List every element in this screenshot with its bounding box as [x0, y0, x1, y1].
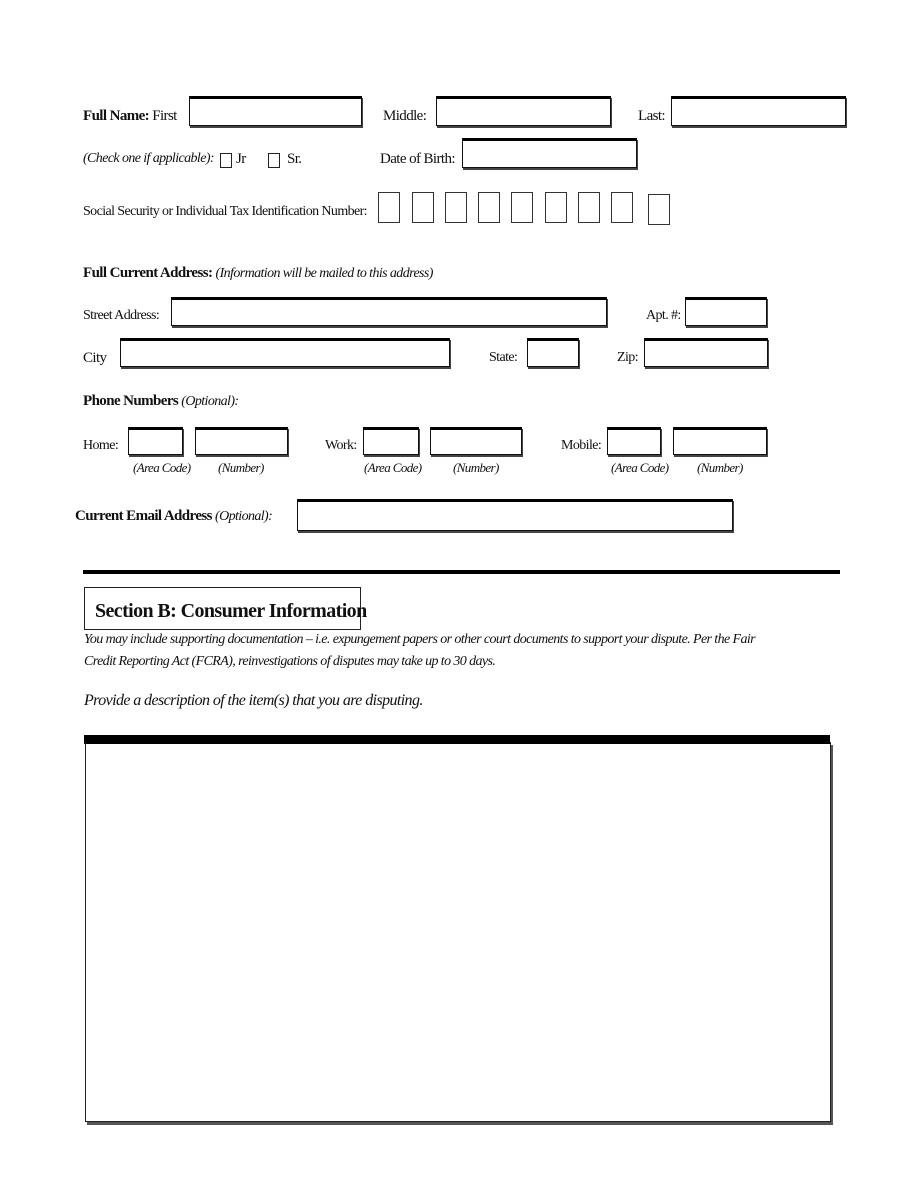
- middle-name-input[interactable]: [436, 96, 611, 126]
- mobile-area-code-input[interactable]: [607, 427, 661, 455]
- phone-heading: [83, 394, 238, 409]
- email-label-text: Current Email Address: [75, 508, 212, 524]
- section-b-paragraph-line1: You may include supporting documentation – i.e. expungement papers or other court documents to support your dispute. Per the Fair: [84, 632, 755, 647]
- zip-input[interactable]: [644, 338, 768, 367]
- email-input[interactable]: [297, 499, 733, 531]
- dob-input[interactable]: [462, 138, 637, 168]
- address-note: (Information will be mailed to this address): [215, 266, 433, 281]
- work-area-code-input[interactable]: [363, 427, 419, 455]
- ssn-digit-box[interactable]: [648, 194, 670, 225]
- email-optional: (Optional):: [215, 509, 273, 524]
- section-divider: [83, 570, 840, 574]
- ssn-digit-box[interactable]: [412, 192, 434, 223]
- phone-optional: (Optional):: [181, 394, 239, 409]
- home-number-caption: (Number): [218, 460, 264, 475]
- mobile-label: Mobile:: [561, 438, 602, 453]
- section-b-title: Section B: Consumer Information: [95, 600, 367, 622]
- ssn-digit-box[interactable]: [611, 192, 633, 223]
- ssn-digit-box[interactable]: [578, 192, 600, 223]
- section-b-paragraph-line2: Credit Reporting Act (FCRA), reinvestigations of disputes may take up to 30 days.: [84, 654, 496, 669]
- mobile-area-code-caption: (Area Code): [611, 460, 669, 475]
- section-b-header-box: [84, 587, 367, 630]
- work-number-caption: (Number): [453, 460, 499, 475]
- middle-name-label: Middle:: [383, 108, 427, 124]
- home-number-input[interactable]: [195, 427, 288, 455]
- email-label: [75, 509, 272, 524]
- street-input[interactable]: [171, 297, 607, 326]
- work-number-input[interactable]: [430, 427, 522, 455]
- ssn-digit-box[interactable]: [478, 192, 500, 223]
- last-name-input[interactable]: [671, 96, 846, 126]
- apt-label: Apt. #:: [646, 308, 681, 323]
- ssn-digit-box[interactable]: [545, 192, 567, 223]
- street-label: Street Address:: [83, 308, 160, 323]
- city-label: City: [83, 350, 107, 366]
- apt-input[interactable]: [685, 297, 767, 326]
- suffix-label: (Check one if applicable):: [83, 151, 214, 166]
- dispute-description-textarea[interactable]: [85, 742, 831, 1122]
- address-heading-label: Full Current Address:: [83, 265, 213, 281]
- sr-checkbox[interactable]: [268, 153, 280, 168]
- work-label: Work:: [325, 438, 357, 453]
- jr-checkbox[interactable]: [220, 153, 232, 168]
- full-name-heading: Full Name:: [83, 108, 150, 124]
- dispute-description-prompt: Provide a description of the item(s) that you are disputing.: [84, 692, 423, 709]
- phone-heading-label: Phone Numbers: [83, 393, 179, 409]
- ssn-digit-box[interactable]: [378, 192, 400, 223]
- home-label: Home:: [83, 438, 119, 453]
- last-name-label: Last:: [638, 108, 665, 124]
- ssn-digit-box[interactable]: [511, 192, 533, 223]
- first-name-label: First: [152, 108, 177, 124]
- home-area-code-caption: (Area Code): [133, 460, 191, 475]
- home-area-code-input[interactable]: [128, 427, 183, 455]
- state-label: State:: [489, 350, 518, 365]
- first-name-input[interactable]: [189, 96, 362, 126]
- mobile-number-input[interactable]: [673, 427, 767, 455]
- ssn-digit-box[interactable]: [445, 192, 467, 223]
- jr-label: Jr: [236, 151, 246, 167]
- work-area-code-caption: (Area Code): [364, 460, 422, 475]
- full-name-label: [83, 109, 177, 124]
- ssn-label: Social Security or Individual Tax Identification Number:: [83, 204, 367, 219]
- mobile-number-caption: (Number): [697, 460, 743, 475]
- dob-label: Date of Birth:: [380, 151, 455, 167]
- city-input[interactable]: [120, 338, 450, 367]
- state-input[interactable]: [527, 338, 579, 367]
- sr-label: Sr.: [287, 151, 302, 167]
- zip-label: Zip:: [617, 350, 638, 365]
- address-heading: [83, 266, 433, 281]
